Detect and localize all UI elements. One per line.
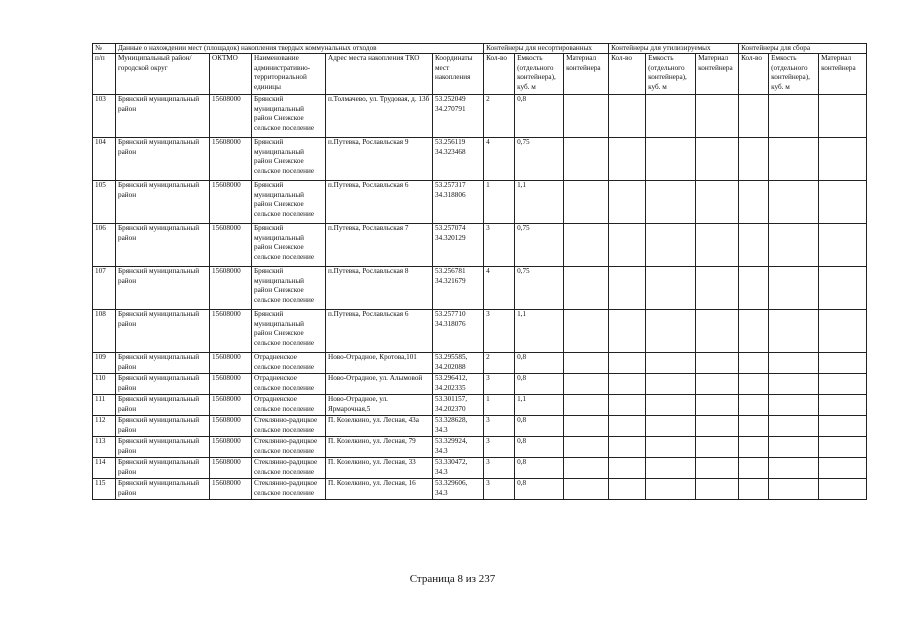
cell-empty [819,458,867,479]
cell-district: Брянский муниципальный район [116,95,210,138]
cell-admin-unit: Брянский муниципальный район Снежское сельское поселение [252,95,326,138]
cell-oktmo: 15608000 [210,395,252,416]
cell-coordinates: 53.328628, 34.3 [433,416,484,437]
cell-empty [769,395,819,416]
table-row [93,310,867,353]
table-row [93,138,867,181]
cell-empty [819,310,867,353]
cell-admin-unit: Брянский муниципальный район Снежское сельское поселение [252,181,326,224]
col-header: Координаты мест накопления [433,54,484,95]
cell-empty [564,374,609,395]
cell-address: п.Путевка, Рославльская 8 [326,267,433,310]
col-header: Муниципальный район/городской округ [116,54,210,95]
cell-empty [609,395,646,416]
cell-empty [646,181,696,224]
col-header: Материал контейнера [564,54,609,95]
cell-oktmo: 15608000 [210,374,252,395]
cell-admin-unit: Отрадненское сельское поселение [252,395,326,416]
cell-district: Брянский муниципальный район [116,479,210,500]
cell-empty [609,374,646,395]
cell-empty [819,224,867,267]
cell-admin-unit: Отрадненское сельское поселение [252,374,326,395]
table-body [93,95,867,500]
cell-empty [739,353,769,374]
cell-empty [819,437,867,458]
cell-district: Брянский муниципальный район [116,181,210,224]
cell-quantity: 3 [484,310,515,353]
table-row [93,95,867,138]
cell-coordinates: 53.256119 34.323468 [433,138,484,181]
cell-district: Брянский муниципальный район [116,353,210,374]
cell-empty [769,310,819,353]
col-header: Наименование административно-территориальной единицы [252,54,326,95]
cell-empty [646,138,696,181]
cell-oktmo: 15608000 [210,95,252,138]
cell-empty [819,138,867,181]
table-row [93,224,867,267]
cell-empty [819,479,867,500]
table-row [93,437,867,458]
cell-empty [769,181,819,224]
cell-volume: 0,8 [515,416,564,437]
cell-empty [646,479,696,500]
cell-empty [564,181,609,224]
cell-empty [646,374,696,395]
cell-empty [696,416,739,437]
table-row [93,395,867,416]
cell-oktmo: 15608000 [210,437,252,458]
cell-address: п.Толмачево, ул. Трудовая, д. 13б [326,95,433,138]
cell-empty [739,95,769,138]
cell-empty [646,395,696,416]
cell-empty [564,395,609,416]
cell-address: П. Козелкино, ул. Лесная, 79 [326,437,433,458]
header-number-sign: № [93,44,116,54]
cell-coordinates: 53.257710 34.318076 [433,310,484,353]
cell-empty [646,310,696,353]
cell-coordinates: 53.296412, 34.202335 [433,374,484,395]
cell-empty [819,181,867,224]
header-group-unsorted: Контейнеры для несортированных [484,44,609,54]
cell-empty [769,224,819,267]
cell-empty [819,95,867,138]
cell-empty [769,353,819,374]
cell-empty [696,138,739,181]
cell-empty [564,437,609,458]
cell-volume: 0,75 [515,267,564,310]
cell-number: 108 [93,310,116,353]
table-row [93,353,867,374]
cell-empty [696,395,739,416]
cell-oktmo: 15608000 [210,416,252,437]
cell-empty [564,138,609,181]
cell-coordinates: 53.295585, 34.202088 [433,353,484,374]
cell-admin-unit: Брянский муниципальный район Снежское сельское поселение [252,267,326,310]
cell-quantity: 3 [484,374,515,395]
col-header: п/п [93,54,116,95]
cell-quantity: 4 [484,138,515,181]
cell-coordinates: 53.257317 34.318806 [433,181,484,224]
col-header: Адрес места накопления ТКО [326,54,433,95]
cell-number: 111 [93,395,116,416]
cell-empty [646,437,696,458]
cell-oktmo: 15608000 [210,181,252,224]
cell-district: Брянский муниципальный район [116,416,210,437]
cell-empty [739,416,769,437]
cell-quantity: 1 [484,395,515,416]
cell-empty [609,458,646,479]
cell-volume: 1,1 [515,310,564,353]
cell-coordinates: 53.301157, 34.202370 [433,395,484,416]
cell-district: Брянский муниципальный район [116,437,210,458]
table-row [93,458,867,479]
cell-empty [564,310,609,353]
cell-district: Брянский муниципальный район [116,224,210,267]
cell-coordinates: 53.252049 34.270791 [433,95,484,138]
page-number: Страница 8 из 237 [409,573,496,585]
cell-number: 110 [93,374,116,395]
cell-quantity: 3 [484,224,515,267]
cell-empty [739,138,769,181]
cell-empty [739,458,769,479]
cell-empty [609,437,646,458]
header-group-collection: Контейнеры для сбора [739,44,867,54]
cell-address: п.Путевка, Рославльская 7 [326,224,433,267]
cell-district: Брянский муниципальный район [116,458,210,479]
cell-empty [739,181,769,224]
cell-volume: 0,8 [515,353,564,374]
cell-district: Брянский муниципальный район [116,395,210,416]
cell-admin-unit: Брянский муниципальный район Снежское сельское поселение [252,310,326,353]
cell-district: Брянский муниципальный район [116,138,210,181]
cell-empty [609,416,646,437]
col-header: ОКТМО [210,54,252,95]
cell-number: 104 [93,138,116,181]
table-row [93,374,867,395]
cell-oktmo: 15608000 [210,310,252,353]
cell-empty [646,267,696,310]
cell-empty [609,310,646,353]
cell-empty [696,224,739,267]
cell-empty [609,224,646,267]
table-row [93,479,867,500]
cell-empty [696,374,739,395]
cell-coordinates: 53.329606, 34.3 [433,479,484,500]
cell-admin-unit: Стеклянно-радицкое сельское поселение [252,458,326,479]
cell-quantity: 4 [484,267,515,310]
cell-empty [609,138,646,181]
cell-empty [739,267,769,310]
col-header: Емкость (отдельного контейнера), куб. м [769,54,819,95]
cell-address: П. Козелкино, ул. Лесная, 43а [326,416,433,437]
cell-empty [739,479,769,500]
cell-district: Брянский муниципальный район [116,267,210,310]
cell-oktmo: 15608000 [210,267,252,310]
cell-empty [769,374,819,395]
cell-empty [646,224,696,267]
cell-number: 112 [93,416,116,437]
cell-coordinates: 53.256781 34.321679 [433,267,484,310]
cell-volume: 0,8 [515,95,564,138]
cell-empty [646,95,696,138]
cell-empty [769,437,819,458]
cell-number: 103 [93,95,116,138]
cell-empty [696,458,739,479]
cell-empty [564,479,609,500]
cell-volume: 0,8 [515,479,564,500]
cell-address: п.Путевка, Рославльская 9 [326,138,433,181]
cell-quantity: 1 [484,181,515,224]
cell-empty [696,479,739,500]
cell-empty [646,353,696,374]
cell-empty [696,95,739,138]
col-header: Кол-во [609,54,646,95]
cell-empty [769,479,819,500]
cell-number: 107 [93,267,116,310]
cell-volume: 1,1 [515,395,564,416]
header-group-recyclable: Контейнеры для утилизируемых [609,44,739,54]
cell-address: П. Козелкино, ул. Лесная, 16 [326,479,433,500]
cell-address: Ново-Отрадное, Кротова,101 [326,353,433,374]
cell-empty [564,95,609,138]
header-group-location: Данные о нахождении мест (площадок) накопления твердых коммунальных отходов [116,44,484,54]
cell-empty [564,416,609,437]
cell-quantity: 3 [484,479,515,500]
cell-empty [739,437,769,458]
cell-volume: 0,8 [515,374,564,395]
cell-empty [564,458,609,479]
waste-sites-table-container [92,43,862,500]
cell-number: 106 [93,224,116,267]
cell-volume: 0,8 [515,458,564,479]
cell-empty [696,267,739,310]
cell-empty [609,353,646,374]
cell-address: Ново-Отрадное, ул. Ярмарочная,5 [326,395,433,416]
cell-address: п.Путевка, Рославльская 6 [326,310,433,353]
cell-quantity: 2 [484,95,515,138]
table-row [93,181,867,224]
cell-empty [739,224,769,267]
cell-empty [564,353,609,374]
cell-oktmo: 15608000 [210,138,252,181]
cell-number: 114 [93,458,116,479]
cell-oktmo: 15608000 [210,479,252,500]
header-column-row [93,54,867,95]
cell-quantity: 2 [484,353,515,374]
cell-number: 109 [93,353,116,374]
cell-empty [769,138,819,181]
col-header: Емкость (отдельного контейнера), куб. м [515,54,564,95]
cell-coordinates: 53.257074 34.320129 [433,224,484,267]
cell-empty [646,458,696,479]
cell-district: Брянский муниципальный район [116,310,210,353]
cell-empty [769,458,819,479]
cell-quantity: 3 [484,437,515,458]
cell-address: Ново-Отрадное, ул. Алымовой [326,374,433,395]
cell-empty [819,353,867,374]
cell-admin-unit: Брянский муниципальный район Снежское сельское поселение [252,224,326,267]
col-header: Материал контейнера [696,54,739,95]
cell-volume: 0,8 [515,437,564,458]
col-header: Кол-во [484,54,515,95]
cell-quantity: 3 [484,416,515,437]
cell-oktmo: 15608000 [210,458,252,479]
cell-empty [696,437,739,458]
cell-admin-unit: Стеклянно-радицкое сельское поселение [252,416,326,437]
cell-coordinates: 53.330472, 34.3 [433,458,484,479]
cell-number: 115 [93,479,116,500]
cell-empty [739,395,769,416]
cell-quantity: 3 [484,458,515,479]
cell-volume: 1,1 [515,181,564,224]
cell-oktmo: 15608000 [210,353,252,374]
cell-empty [739,374,769,395]
cell-oktmo: 15608000 [210,224,252,267]
table-row [93,416,867,437]
cell-empty [696,310,739,353]
cell-empty [696,353,739,374]
cell-empty [819,267,867,310]
cell-empty [609,479,646,500]
waste-sites-table [92,43,867,500]
cell-empty [769,267,819,310]
cell-district: Брянский муниципальный район [116,374,210,395]
cell-address: п.Путевка, Рославльская 6 [326,181,433,224]
cell-empty [769,416,819,437]
cell-admin-unit: Стеклянно-радицкое сельское поселение [252,437,326,458]
cell-admin-unit: Брянский муниципальный район Снежское сельское поселение [252,138,326,181]
cell-empty [696,181,739,224]
cell-empty [819,395,867,416]
cell-empty [564,224,609,267]
cell-empty [646,416,696,437]
cell-admin-unit: Стеклянно-радицкое сельское поселение [252,479,326,500]
cell-empty [819,416,867,437]
cell-empty [609,95,646,138]
cell-address: П. Козелкино, ул. Лесная, 33 [326,458,433,479]
cell-empty [739,310,769,353]
cell-volume: 0,75 [515,138,564,181]
header-group-row [93,44,867,54]
cell-admin-unit: Отрадненское сельское поселение [252,353,326,374]
cell-empty [564,267,609,310]
cell-empty [609,181,646,224]
cell-coordinates: 53.329924, 34.3 [433,437,484,458]
col-header: Кол-во [739,54,769,95]
cell-volume: 0,75 [515,224,564,267]
cell-number: 105 [93,181,116,224]
cell-empty [769,95,819,138]
cell-empty [609,267,646,310]
col-header: Емкость (отдельного контейнера), куб. м [646,54,696,95]
col-header: Материал контейнера [819,54,867,95]
table-row [93,267,867,310]
cell-empty [819,374,867,395]
cell-number: 113 [93,437,116,458]
